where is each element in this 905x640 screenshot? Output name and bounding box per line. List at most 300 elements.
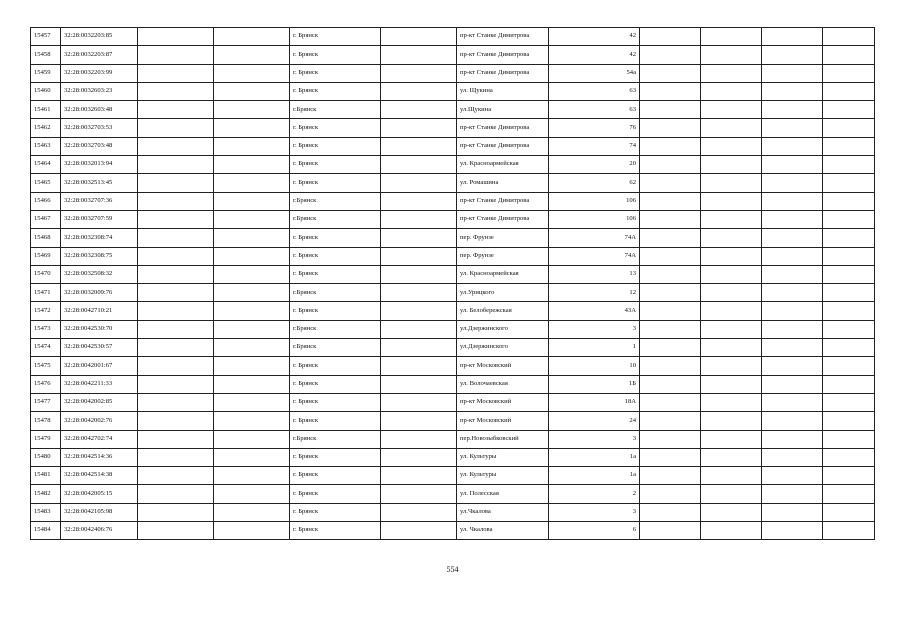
cadastral-number-cell: 32:28:0042530:57	[61, 339, 138, 357]
empty-cell	[138, 284, 214, 302]
table-row	[31, 503, 875, 521]
row-number-cell: 15469	[31, 247, 61, 265]
empty-cell	[214, 448, 290, 466]
street-cell: ул. Белобережская	[457, 302, 549, 320]
empty-cell	[138, 247, 214, 265]
row-number-cell: 15458	[31, 46, 61, 64]
empty-cell	[138, 210, 214, 228]
empty-cell	[640, 320, 701, 338]
street-cell: пр-кт Станке Димитрова	[457, 64, 549, 82]
table-row	[31, 448, 875, 466]
city-cell: г. Брянск	[290, 393, 381, 411]
city-cell: г.Брянск	[290, 430, 381, 448]
empty-cell	[214, 412, 290, 430]
row-number-cell: 15471	[31, 284, 61, 302]
empty-cell	[138, 137, 214, 155]
empty-cell	[138, 467, 214, 485]
row-number-cell: 15483	[31, 503, 61, 521]
street-cell: ул.Дзержинского	[457, 320, 549, 338]
empty-cell	[823, 503, 875, 521]
row-number-cell: 15473	[31, 320, 61, 338]
empty-cell	[823, 430, 875, 448]
city-cell: г. Брянск	[290, 46, 381, 64]
empty-cell	[381, 320, 457, 338]
city-cell: г. Брянск	[290, 522, 381, 540]
empty-cell	[701, 375, 762, 393]
row-number-cell: 15484	[31, 522, 61, 540]
cadastral-number-cell: 32:28:0042211:33	[61, 375, 138, 393]
empty-cell	[823, 522, 875, 540]
street-cell: ул. Щукина	[457, 82, 549, 100]
house-number-cell: 3	[549, 503, 640, 521]
row-number-cell: 15457	[31, 28, 61, 46]
empty-cell	[701, 82, 762, 100]
empty-cell	[214, 46, 290, 64]
empty-cell	[823, 393, 875, 411]
table-row	[31, 485, 875, 503]
cadastral-number-cell: 32:28:0032308:74	[61, 229, 138, 247]
table-row	[31, 119, 875, 137]
cadastral-number-cell: 32:28:0042005:15	[61, 485, 138, 503]
house-number-cell: 24	[549, 412, 640, 430]
city-cell: г. Брянск	[290, 302, 381, 320]
city-cell: г. Брянск	[290, 467, 381, 485]
empty-cell	[381, 302, 457, 320]
empty-cell	[823, 229, 875, 247]
empty-cell	[640, 210, 701, 228]
house-number-cell: 54а	[549, 64, 640, 82]
street-cell: пр-кт Московский	[457, 357, 549, 375]
empty-cell	[762, 46, 823, 64]
empty-cell	[381, 430, 457, 448]
house-number-cell: 1Б	[549, 375, 640, 393]
cadastral-number-cell: 32:28:0042514:38	[61, 467, 138, 485]
empty-cell	[381, 375, 457, 393]
empty-cell	[823, 485, 875, 503]
row-number-cell: 15468	[31, 229, 61, 247]
house-number-cell: 43А	[549, 302, 640, 320]
empty-cell	[701, 137, 762, 155]
street-cell: ул.Щукина	[457, 101, 549, 119]
cadastral-number-cell: 32:28:0032703:48	[61, 137, 138, 155]
table-row	[31, 82, 875, 100]
empty-cell	[762, 485, 823, 503]
table-row	[31, 357, 875, 375]
city-cell: г. Брянск	[290, 137, 381, 155]
empty-cell	[381, 82, 457, 100]
house-number-cell: 76	[549, 119, 640, 137]
empty-cell	[701, 339, 762, 357]
empty-cell	[762, 174, 823, 192]
street-cell: ул. Культуры	[457, 448, 549, 466]
empty-cell	[640, 375, 701, 393]
empty-cell	[701, 46, 762, 64]
empty-cell	[214, 119, 290, 137]
empty-cell	[138, 522, 214, 540]
empty-cell	[214, 174, 290, 192]
row-number-cell: 15461	[31, 101, 61, 119]
table-row	[31, 247, 875, 265]
street-cell: ул. Полесская	[457, 485, 549, 503]
empty-cell	[640, 174, 701, 192]
street-cell: пр-кт Московский	[457, 393, 549, 411]
empty-cell	[138, 64, 214, 82]
table-row	[31, 302, 875, 320]
registry-table	[30, 27, 875, 540]
empty-cell	[762, 64, 823, 82]
empty-cell	[701, 412, 762, 430]
cadastral-number-cell: 32:28:0032308:75	[61, 247, 138, 265]
empty-cell	[381, 28, 457, 46]
empty-cell	[701, 302, 762, 320]
empty-cell	[381, 46, 457, 64]
empty-cell	[823, 46, 875, 64]
empty-cell	[701, 320, 762, 338]
empty-cell	[214, 210, 290, 228]
empty-cell	[138, 503, 214, 521]
empty-cell	[823, 320, 875, 338]
empty-cell	[640, 229, 701, 247]
row-number-cell: 15475	[31, 357, 61, 375]
table-row	[31, 320, 875, 338]
empty-cell	[823, 156, 875, 174]
city-cell: г. Брянск	[290, 28, 381, 46]
empty-cell	[823, 174, 875, 192]
empty-cell	[138, 28, 214, 46]
empty-cell	[381, 156, 457, 174]
house-number-cell: 42	[549, 28, 640, 46]
empty-cell	[701, 119, 762, 137]
empty-cell	[640, 28, 701, 46]
empty-cell	[762, 412, 823, 430]
empty-cell	[762, 137, 823, 155]
city-cell: г. Брянск	[290, 375, 381, 393]
empty-cell	[640, 485, 701, 503]
empty-cell	[138, 485, 214, 503]
empty-cell	[701, 284, 762, 302]
table-row	[31, 412, 875, 430]
house-number-cell: 74А	[549, 247, 640, 265]
empty-cell	[701, 174, 762, 192]
row-number-cell: 15465	[31, 174, 61, 192]
empty-cell	[762, 522, 823, 540]
cadastral-number-cell: 32:28:0032707:36	[61, 192, 138, 210]
empty-cell	[138, 101, 214, 119]
empty-cell	[701, 156, 762, 174]
house-number-cell: 6	[549, 522, 640, 540]
empty-cell	[762, 156, 823, 174]
table-row	[31, 393, 875, 411]
cadastral-number-cell: 32:28:0032013:94	[61, 156, 138, 174]
cadastral-number-cell: 32:28:0042514:36	[61, 448, 138, 466]
house-number-cell: 1	[549, 339, 640, 357]
row-number-cell: 15478	[31, 412, 61, 430]
empty-cell	[138, 192, 214, 210]
street-cell: пр-кт Станке Димитрова	[457, 192, 549, 210]
empty-cell	[214, 82, 290, 100]
empty-cell	[823, 284, 875, 302]
house-number-cell: 63	[549, 101, 640, 119]
cadastral-number-cell: 32:28:0042105:98	[61, 503, 138, 521]
empty-cell	[214, 522, 290, 540]
empty-cell	[701, 485, 762, 503]
street-cell: пр-кт Станке Димитрова	[457, 28, 549, 46]
table-row	[31, 46, 875, 64]
cadastral-number-cell: 32:28:0042002:85	[61, 393, 138, 411]
empty-cell	[823, 192, 875, 210]
house-number-cell: 42	[549, 46, 640, 64]
empty-cell	[381, 448, 457, 466]
empty-cell	[762, 302, 823, 320]
empty-cell	[138, 339, 214, 357]
house-number-cell: 10	[549, 357, 640, 375]
empty-cell	[701, 229, 762, 247]
empty-cell	[381, 522, 457, 540]
table-row	[31, 229, 875, 247]
cadastral-number-cell: 32:28:0032203:87	[61, 46, 138, 64]
row-number-cell: 15479	[31, 430, 61, 448]
empty-cell	[214, 156, 290, 174]
city-cell: г. Брянск	[290, 265, 381, 283]
cadastral-number-cell: 32:28:0042406:76	[61, 522, 138, 540]
row-number-cell: 15476	[31, 375, 61, 393]
empty-cell	[214, 357, 290, 375]
cadastral-number-cell: 32:28:0042001:67	[61, 357, 138, 375]
city-cell: г.Брянск	[290, 320, 381, 338]
empty-cell	[823, 339, 875, 357]
empty-cell	[214, 247, 290, 265]
row-number-cell: 15470	[31, 265, 61, 283]
empty-cell	[138, 265, 214, 283]
empty-cell	[214, 302, 290, 320]
empty-cell	[762, 265, 823, 283]
empty-cell	[762, 101, 823, 119]
empty-cell	[381, 174, 457, 192]
empty-cell	[381, 339, 457, 357]
house-number-cell: 20	[549, 156, 640, 174]
empty-cell	[138, 82, 214, 100]
city-cell: г. Брянск	[290, 156, 381, 174]
empty-cell	[138, 430, 214, 448]
empty-cell	[640, 503, 701, 521]
table-row	[31, 28, 875, 46]
street-cell: пер.Новозыбковский	[457, 430, 549, 448]
empty-cell	[214, 265, 290, 283]
street-cell: пр-кт Станке Димитрова	[457, 119, 549, 137]
empty-cell	[701, 393, 762, 411]
empty-cell	[762, 28, 823, 46]
house-number-cell: 2	[549, 485, 640, 503]
empty-cell	[701, 192, 762, 210]
empty-cell	[701, 430, 762, 448]
empty-cell	[381, 265, 457, 283]
table-row	[31, 174, 875, 192]
table-row	[31, 64, 875, 82]
empty-cell	[640, 137, 701, 155]
empty-cell	[640, 430, 701, 448]
empty-cell	[138, 119, 214, 137]
house-number-cell: 74	[549, 137, 640, 155]
street-cell: пр-кт Московский	[457, 412, 549, 430]
empty-cell	[214, 467, 290, 485]
row-number-cell: 15467	[31, 210, 61, 228]
empty-cell	[214, 28, 290, 46]
empty-cell	[138, 448, 214, 466]
empty-cell	[640, 265, 701, 283]
empty-cell	[214, 503, 290, 521]
cadastral-number-cell: 32:28:0042710:21	[61, 302, 138, 320]
empty-cell	[214, 229, 290, 247]
empty-cell	[381, 119, 457, 137]
empty-cell	[138, 156, 214, 174]
street-cell: ул.Урицкого	[457, 284, 549, 302]
row-number-cell: 15466	[31, 192, 61, 210]
cadastral-number-cell: 32:28:0032009:76	[61, 284, 138, 302]
empty-cell	[762, 320, 823, 338]
empty-cell	[762, 339, 823, 357]
city-cell: г. Брянск	[290, 247, 381, 265]
empty-cell	[214, 339, 290, 357]
empty-cell	[640, 101, 701, 119]
table-row	[31, 137, 875, 155]
empty-cell	[381, 393, 457, 411]
street-cell: ул. Ромашина	[457, 174, 549, 192]
street-cell: пр-кт Станке Димитрова	[457, 46, 549, 64]
cadastral-number-cell: 32:28:0032703:53	[61, 119, 138, 137]
house-number-cell: 106	[549, 210, 640, 228]
empty-cell	[823, 28, 875, 46]
house-number-cell: 1а	[549, 467, 640, 485]
empty-cell	[762, 247, 823, 265]
house-number-cell: 62	[549, 174, 640, 192]
empty-cell	[823, 467, 875, 485]
empty-cell	[381, 210, 457, 228]
empty-cell	[381, 485, 457, 503]
empty-cell	[138, 357, 214, 375]
city-cell: г. Брянск	[290, 485, 381, 503]
empty-cell	[640, 64, 701, 82]
empty-cell	[762, 229, 823, 247]
house-number-cell: 18А	[549, 393, 640, 411]
empty-cell	[640, 46, 701, 64]
table-row	[31, 467, 875, 485]
empty-cell	[701, 357, 762, 375]
empty-cell	[640, 357, 701, 375]
empty-cell	[214, 320, 290, 338]
empty-cell	[640, 522, 701, 540]
empty-cell	[214, 137, 290, 155]
empty-cell	[823, 302, 875, 320]
row-number-cell: 15462	[31, 119, 61, 137]
street-cell: пр-кт Станке Димитрова	[457, 137, 549, 155]
city-cell: г. Брянск	[290, 64, 381, 82]
empty-cell	[214, 284, 290, 302]
empty-cell	[823, 119, 875, 137]
empty-cell	[762, 430, 823, 448]
empty-cell	[381, 412, 457, 430]
empty-cell	[823, 412, 875, 430]
house-number-cell: 74А	[549, 229, 640, 247]
empty-cell	[701, 522, 762, 540]
table-row	[31, 522, 875, 540]
row-number-cell: 15472	[31, 302, 61, 320]
city-cell: г. Брянск	[290, 503, 381, 521]
empty-cell	[138, 302, 214, 320]
cadastral-number-cell: 32:28:0032603:48	[61, 101, 138, 119]
empty-cell	[214, 101, 290, 119]
empty-cell	[214, 64, 290, 82]
empty-cell	[138, 393, 214, 411]
house-number-cell: 3	[549, 430, 640, 448]
empty-cell	[762, 119, 823, 137]
empty-cell	[762, 284, 823, 302]
row-number-cell: 15482	[31, 485, 61, 503]
table-row	[31, 156, 875, 174]
row-number-cell: 15460	[31, 82, 61, 100]
empty-cell	[823, 101, 875, 119]
empty-cell	[640, 156, 701, 174]
empty-cell	[762, 375, 823, 393]
city-cell: г.Брянск	[290, 192, 381, 210]
empty-cell	[701, 265, 762, 283]
empty-cell	[214, 393, 290, 411]
empty-cell	[214, 485, 290, 503]
street-cell: пр-кт Станке Димитрова	[457, 210, 549, 228]
house-number-cell: 106	[549, 192, 640, 210]
empty-cell	[381, 357, 457, 375]
empty-cell	[138, 46, 214, 64]
empty-cell	[823, 137, 875, 155]
empty-cell	[138, 174, 214, 192]
table-row	[31, 210, 875, 228]
empty-cell	[138, 375, 214, 393]
house-number-cell: 12	[549, 284, 640, 302]
empty-cell	[138, 229, 214, 247]
table-row	[31, 284, 875, 302]
table-body	[31, 28, 875, 540]
row-number-cell: 15464	[31, 156, 61, 174]
city-cell: г.Брянск	[290, 101, 381, 119]
empty-cell	[823, 210, 875, 228]
city-cell: г. Брянск	[290, 82, 381, 100]
table-row	[31, 192, 875, 210]
empty-cell	[701, 448, 762, 466]
street-cell: ул. Красноармейская	[457, 265, 549, 283]
city-cell: г. Брянск	[290, 174, 381, 192]
street-cell: ул. Волочаевская	[457, 375, 549, 393]
street-cell: ул. Красноармейская	[457, 156, 549, 174]
street-cell: пер. Фрунзе	[457, 229, 549, 247]
empty-cell	[762, 448, 823, 466]
street-cell: ул. Культуры	[457, 467, 549, 485]
empty-cell	[640, 284, 701, 302]
street-cell: ул. Чкалова	[457, 522, 549, 540]
empty-cell	[701, 28, 762, 46]
empty-cell	[762, 82, 823, 100]
empty-cell	[640, 302, 701, 320]
cadastral-number-cell: 32:28:0032603:23	[61, 82, 138, 100]
street-cell: ул.Чкалова	[457, 503, 549, 521]
house-number-cell: 3	[549, 320, 640, 338]
city-cell: г. Брянск	[290, 448, 381, 466]
empty-cell	[762, 393, 823, 411]
empty-cell	[214, 375, 290, 393]
empty-cell	[381, 467, 457, 485]
cadastral-number-cell: 32:28:0032508:32	[61, 265, 138, 283]
row-number-cell: 15474	[31, 339, 61, 357]
cadastral-number-cell: 32:28:0032513:45	[61, 174, 138, 192]
empty-cell	[823, 82, 875, 100]
